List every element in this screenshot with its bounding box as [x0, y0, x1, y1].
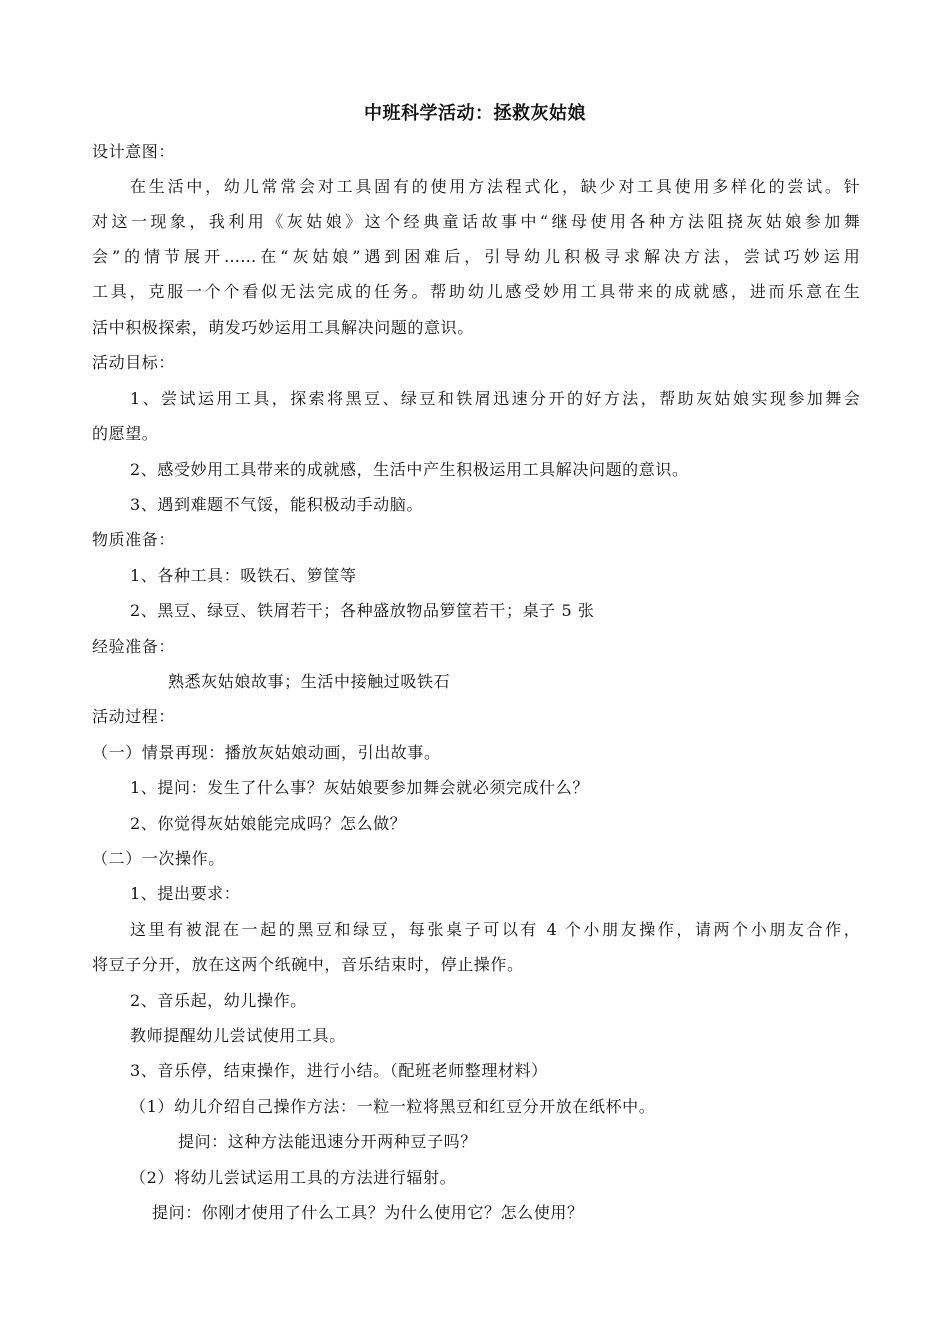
- paragraph-line: 工具，克服一个个看似无法完成的任务。帮助幼儿感受妙用工具带来的成就感，进而乐意在生: [92, 282, 860, 301]
- material-item: 1、各种工具：吸铁石、箩筐等: [130, 566, 357, 585]
- process-item: 1、提出要求：: [130, 884, 241, 903]
- goal-item: 1、尝试运用工具，探索将黑豆、绿豆和铁屑迅速分开的好方法，帮助灰姑娘实现参加舞会: [130, 389, 860, 408]
- experience-item: 熟悉灰姑娘故事；生活中接触过吸铁石: [168, 672, 451, 691]
- goal-item: 的愿望。: [92, 424, 159, 443]
- paragraph-line: 对这一现象，我利用《灰姑娘》这个经典童话故事中“继母使用各种方法阻挠灰姑娘参加舞: [92, 212, 860, 231]
- paragraph-line: 在生活中，幼儿常常会对工具固有的使用方法程式化，缺少对工具使用多样化的尝试。针: [130, 177, 860, 196]
- section-heading-process: 活动过程：: [92, 707, 176, 726]
- process-item: 3、音乐停，结束操作，进行小结。（配班老师整理材料）: [130, 1061, 548, 1080]
- process-item: （1）幼儿介绍自己操作方法：一粒一粒将黑豆和红豆分开放在纸杯中。: [130, 1097, 656, 1116]
- page-title: 中班科学活动：拯救灰姑娘: [364, 103, 586, 124]
- material-item: 2、黑豆、绿豆、铁屑若干；各种盛放物品箩筐若干；桌子 5 张: [130, 601, 595, 620]
- process-item: 提问：这种方法能迅速分开两种豆子吗？: [178, 1132, 477, 1151]
- process-item: 提问：你刚才使用了什么工具？为什么使用它？怎么使用？: [152, 1203, 584, 1222]
- section-heading-materials: 物质准备：: [92, 530, 176, 549]
- process-step: （二）一次操作。: [92, 849, 225, 868]
- section-heading-design: 设计意图：: [92, 142, 176, 161]
- process-item: 教师提醒幼儿尝试使用工具。: [130, 1026, 346, 1045]
- process-item: 1、提问：发生了什么事？灰姑娘要参加舞会就必须完成什么？: [130, 778, 589, 797]
- section-heading-goals: 活动目标：: [92, 353, 176, 372]
- process-item: 2、你觉得灰姑娘能完成吗？怎么做？: [130, 814, 407, 833]
- goal-item: 2、感受妙用工具带来的成就感，生活中产生积极运用工具解决问题的意识。: [130, 460, 689, 479]
- process-step: （一）情景再现：播放灰姑娘动画，引出故事。: [92, 743, 441, 762]
- paragraph-line: 会”的情节展开……在“灰姑娘”遇到困难后，引导幼儿积极寻求解决方法，尝试巧妙运用: [92, 247, 860, 266]
- paragraph-line: 活中积极探索，萌发巧妙运用工具解决问题的意识。: [92, 318, 474, 337]
- process-item: 将豆子分开，放在这两个纸碗中，音乐结束时，停止操作。: [92, 955, 524, 974]
- process-item: 这里有被混在一起的黑豆和绿豆，每张桌子可以有 4 个小朋友操作，请两个小朋友合作，: [130, 920, 860, 939]
- section-heading-experience: 经验准备：: [92, 637, 176, 656]
- process-item: （2）将幼儿尝试运用工具的方法进行辐射。: [130, 1168, 457, 1187]
- process-item: 2、音乐起，幼儿操作。: [130, 991, 307, 1010]
- goal-item: 3、遇到难题不气馁，能积极动手动脑。: [130, 495, 423, 514]
